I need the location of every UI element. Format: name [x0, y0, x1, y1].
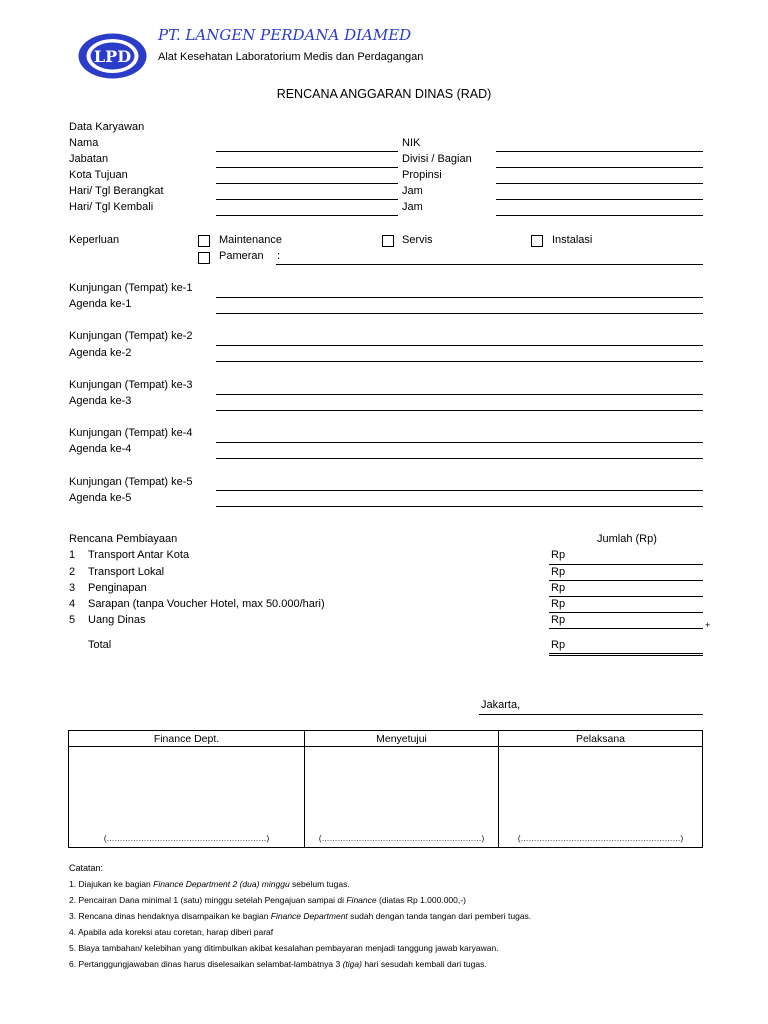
signature-header-finance: Finance Dept. — [69, 731, 305, 747]
visit-label-4: Kunjungan (Tempat) ke-4 — [69, 427, 193, 439]
place-date-line[interactable] — [479, 714, 703, 715]
field-line-pameran[interactable] — [276, 264, 703, 265]
budget-amount-line-3[interactable] — [549, 596, 703, 597]
note-3-emphasis: Finance Department — [270, 911, 348, 921]
note-1-emphasis: Finance Department 2 (dua) minggu — [153, 879, 290, 889]
field-line-nik[interactable] — [496, 151, 703, 152]
note-1 — [69, 879, 350, 889]
note-1-text-end: sebelum tugas. — [289, 879, 350, 889]
note-5 — [69, 943, 499, 953]
budget-item-label-4: Sarapan (tanpa Voucher Hotel, max 50.000/hari) — [88, 598, 325, 610]
note-2-text-end: (diatas Rp 1.000.000,-) — [376, 895, 466, 905]
budget-item-no-4: 4 — [69, 598, 76, 610]
note-6-text: 6. Pertanggungjawaban dinas harus diselesaikan selambat-lambatnya 3 — [69, 959, 343, 969]
field-label-kota-tujuan: Kota Tujuan — [69, 169, 128, 181]
company-logo — [77, 32, 148, 80]
budget-currency-3: Rp — [551, 582, 566, 594]
logo-icon — [77, 32, 148, 80]
signature-placeholder: (……………………………………………………) — [517, 834, 684, 843]
field-label-jabatan: Jabatan — [69, 153, 109, 165]
visit-label-1: Kunjungan (Tempat) ke-1 — [69, 282, 193, 294]
budget-item-no-1: 1 — [69, 549, 76, 561]
budget-item-label-2: Transport Lokal — [88, 566, 165, 578]
option-maintenance-label: Maintenance — [219, 234, 282, 246]
signature-placeholder: (……………………………………………………) — [103, 834, 270, 843]
visit-label-2: Kunjungan (Tempat) ke-2 — [69, 330, 193, 342]
option-pameran-label: Pameran — [219, 250, 264, 262]
visit-line-2[interactable] — [216, 345, 703, 346]
visit-line-3[interactable] — [216, 394, 703, 395]
budget-item-label-5: Uang Dinas — [88, 614, 146, 626]
field-label-jam-berangkat: Jam — [402, 185, 423, 197]
amount-header: Jumlah (Rp) — [597, 533, 657, 545]
agenda-line-4[interactable] — [216, 458, 703, 459]
budget-currency-2: Rp — [551, 566, 566, 578]
agenda-label-2: Agenda ke-2 — [69, 347, 132, 359]
note-5-text: 5. Biaya tambahan/ kelebihan yang ditimbulkan akibat kesalahan pembayaran menjadi tanggung jawab karyawan. — [69, 943, 499, 953]
field-label-nama: Nama — [69, 137, 99, 149]
signature-table — [68, 730, 703, 848]
budget-amount-line-5[interactable] — [549, 628, 703, 629]
note-3-text: 3. Rencana dinas hendaknya disampaikan ke bagian — [69, 911, 271, 921]
note-4 — [69, 927, 273, 937]
field-line-propinsi[interactable] — [496, 183, 703, 184]
budget-item-label-1: Transport Antar Kota — [88, 549, 190, 561]
field-line-nama[interactable] — [216, 151, 398, 152]
visit-label-5: Kunjungan (Tempat) ke-5 — [69, 476, 193, 488]
section-employee-label: Data Karyawan — [69, 121, 145, 133]
budget-currency-5: Rp — [551, 614, 566, 626]
agenda-line-5[interactable] — [216, 506, 703, 507]
budget-amount-line-4[interactable] — [549, 612, 703, 613]
logo-text: LPD — [93, 47, 132, 66]
signature-placeholder: (……………………………………………………) — [318, 834, 485, 843]
company-tagline: Alat Kesehatan Laboratorium Medis dan Perdagangan — [158, 51, 424, 63]
budget-item-no-5: 5 — [69, 614, 76, 626]
field-label-kembali: Hari/ Tgl Kembali — [69, 201, 154, 213]
agenda-line-1[interactable] — [216, 313, 703, 314]
signature-box-finance[interactable] — [69, 747, 305, 848]
agenda-label-4: Agenda ke-4 — [69, 443, 132, 455]
agenda-label-1: Agenda ke-1 — [69, 298, 132, 310]
field-label-berangkat: Hari/ Tgl Berangkat — [69, 185, 164, 197]
field-line-kota-tujuan[interactable] — [216, 183, 398, 184]
field-label-divisi: Divisi / Bagian — [402, 153, 472, 165]
budget-section-label: Rencana Pembiayaan — [69, 533, 178, 545]
field-label-propinsi: Propinsi — [402, 169, 442, 181]
note-1-text: 1. Diajukan ke bagian — [69, 879, 154, 889]
note-3 — [69, 911, 531, 921]
note-2-emphasis: Finance — [346, 895, 377, 905]
checkbox-maintenance[interactable] — [198, 235, 210, 247]
budget-currency-1: Rp — [551, 549, 566, 561]
agenda-line-2[interactable] — [216, 361, 703, 362]
checkbox-servis[interactable] — [382, 235, 394, 247]
visit-line-1[interactable] — [216, 297, 703, 298]
budget-item-label-3: Penginapan — [88, 582, 147, 594]
agenda-line-3[interactable] — [216, 410, 703, 411]
budget-item-no-2: 2 — [69, 566, 76, 578]
field-line-divisi[interactable] — [496, 167, 703, 168]
budget-item-no-3: 3 — [69, 582, 76, 594]
field-label-nik: NIK — [402, 137, 421, 149]
budget-amount-line-2[interactable] — [549, 580, 703, 581]
total-currency: Rp — [551, 639, 566, 651]
checkbox-instalasi[interactable] — [531, 235, 543, 247]
field-line-jam-kembali[interactable] — [496, 215, 703, 216]
pameran-colon: : — [277, 250, 281, 262]
field-line-jabatan[interactable] — [216, 167, 398, 168]
field-line-kembali[interactable] — [216, 215, 398, 216]
visit-label-3: Kunjungan (Tempat) ke-3 — [69, 379, 193, 391]
budget-currency-4: Rp — [551, 598, 566, 610]
signature-box-executor[interactable] — [499, 747, 703, 848]
note-6 — [69, 959, 487, 969]
notes-title: Catatan: — [69, 863, 104, 873]
total-label: Total — [88, 639, 112, 651]
field-line-berangkat[interactable] — [216, 199, 398, 200]
agenda-label-5: Agenda ke-5 — [69, 492, 132, 504]
note-3-text-end: sudah dengan tanda tangan dari pemberi tugas. — [347, 911, 532, 921]
sum-plus-sign: + — [705, 620, 711, 630]
note-2 — [69, 895, 466, 905]
signature-header-executor: Pelaksana — [499, 731, 703, 747]
checkbox-pameran[interactable] — [198, 252, 210, 264]
note-4-text: 4. Apabila ada koreksi atau coretan, harap diberi paraf — [69, 927, 274, 937]
visit-line-5[interactable] — [216, 490, 703, 491]
budget-amount-line-1[interactable] — [549, 564, 703, 565]
visit-line-4[interactable] — [216, 442, 703, 443]
field-label-jam-kembali: Jam — [402, 201, 423, 213]
purpose-label: Keperluan — [69, 234, 120, 246]
place-date-label: Jakarta, — [481, 699, 521, 711]
company-name: PT. LANGEN PERDANA DIAMED — [158, 26, 412, 44]
note-2-text: 2. Pencairan Dana minimal 1 (satu) minggu setelah Pengajuan sampai di — [69, 895, 347, 905]
agenda-label-3: Agenda ke-3 — [69, 395, 132, 407]
total-amount-double-line — [549, 655, 703, 656]
total-amount-line[interactable] — [549, 653, 703, 654]
option-instalasi-label: Instalasi — [552, 234, 593, 246]
signature-header-approver: Menyetujui — [305, 731, 499, 747]
signature-box-approver[interactable] — [305, 747, 499, 848]
note-6-emphasis: (tiga) — [342, 959, 362, 969]
field-line-jam-berangkat[interactable] — [496, 199, 703, 200]
option-servis-label: Servis — [402, 234, 433, 246]
note-6-text-end: hari sesudah kembali dari tugas. — [361, 959, 487, 969]
form-title: RENCANA ANGGARAN DINAS (RAD) — [276, 87, 492, 101]
